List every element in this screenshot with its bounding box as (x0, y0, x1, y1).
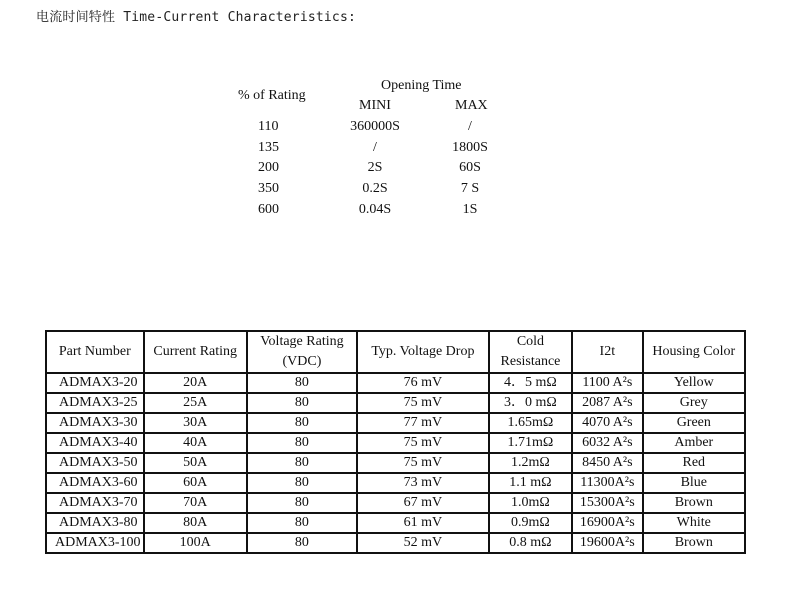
i2t-cell: 1100 A²s (572, 373, 643, 393)
voltage-rating-cell: 80 (247, 513, 357, 533)
voltage-rating-header: Voltage Rating (VDC) (247, 331, 357, 373)
housing-color-cell: Brown (643, 533, 745, 553)
voltage-rating-cell: 80 (247, 493, 357, 513)
cold-resistance-header: Cold Resistance (489, 331, 572, 373)
cold-resistance-cell: 4．5 mΩ (489, 373, 572, 393)
housing-color-cell: Green (643, 413, 745, 433)
cold-resistance-cell: 1.65mΩ (489, 413, 572, 433)
part-number-cell: ADMAX3-40 (46, 433, 144, 453)
max-cell: 7 S (460, 181, 480, 196)
voltage-drop-cell: 52 mV (357, 533, 489, 553)
voltage-drop-cell: 76 mV (357, 373, 489, 393)
table-row (46, 373, 745, 393)
voltage-drop-cell: 67 mV (357, 493, 489, 513)
part-number-cell: ADMAX3-60 (46, 473, 144, 493)
max-cell: 1800S (452, 140, 488, 155)
rating-cell: 350 (258, 181, 279, 196)
mini-cell: 360000S (350, 119, 400, 134)
mini-header: MINI (359, 98, 391, 113)
housing-color-cell: Brown (643, 493, 745, 513)
i2t-cell: 11300A²s (572, 473, 643, 493)
housing-color-cell: Grey (643, 393, 745, 413)
part-number-cell: ADMAX3-30 (46, 413, 144, 433)
parts-table (45, 330, 746, 554)
voltage-drop-cell: 75 mV (357, 433, 489, 453)
current-rating-cell: 20A (144, 373, 247, 393)
part-number-cell: ADMAX3-50 (46, 453, 144, 473)
table-row (46, 513, 745, 533)
rating-cell: 110 (258, 119, 279, 134)
rating-header: % of Rating (238, 88, 306, 103)
table-row (46, 413, 745, 433)
voltage-rating-cell: 80 (247, 413, 357, 433)
housing-color-cell: Yellow (643, 373, 745, 393)
current-rating-cell: 80A (144, 513, 247, 533)
max-cell: / (468, 119, 472, 134)
voltage-drop-cell: 75 mV (357, 453, 489, 473)
voltage-rating-cell: 80 (247, 453, 357, 473)
cold-resistance-cell: 1.1 mΩ (489, 473, 572, 493)
voltage-drop-cell: 77 mV (357, 413, 489, 433)
table-row (46, 533, 745, 553)
opening-time-header: Opening Time (381, 78, 462, 93)
table-row (46, 393, 745, 413)
time-current-row (0, 138, 800, 158)
current-rating-cell: 70A (144, 493, 247, 513)
part-number-cell: ADMAX3-80 (46, 513, 144, 533)
voltage-rating-cell: 80 (247, 533, 357, 553)
i2t-cell: 16900A²s (572, 513, 643, 533)
time-current-row (0, 179, 800, 199)
voltage-rating-cell: 80 (247, 433, 357, 453)
mini-cell: / (373, 140, 377, 155)
section-heading: 电流时间特性 Time-Current Characteristics: (36, 10, 356, 25)
i2t-cell: 4070 A²s (572, 413, 643, 433)
housing-color-cell: Blue (643, 473, 745, 493)
mini-cell: 0.2S (362, 181, 388, 196)
rating-cell: 200 (258, 160, 279, 175)
current-rating-cell: 25A (144, 393, 247, 413)
current-rating-cell: 30A (144, 413, 247, 433)
cold-resistance-cell: 3．0 mΩ (489, 393, 572, 413)
cold-resistance-cell: 1.2mΩ (489, 453, 572, 473)
time-current-row (0, 200, 800, 220)
cold-resistance-cell: 0.8 mΩ (489, 533, 572, 553)
voltage-drop-cell: 61 mV (357, 513, 489, 533)
housing-color-cell: White (643, 513, 745, 533)
voltage-rating-cell: 80 (247, 393, 357, 413)
i2t-header: I2t (572, 331, 643, 373)
current-rating-cell: 40A (144, 433, 247, 453)
i2t-cell: 2087 A²s (572, 393, 643, 413)
housing-color-cell: Amber (643, 433, 745, 453)
table-header-row (46, 331, 745, 373)
voltage-drop-cell: 75 mV (357, 393, 489, 413)
table-row (46, 473, 745, 493)
time-current-row (0, 158, 800, 178)
mini-cell: 0.04S (358, 202, 392, 217)
voltage-rating-cell: 80 (247, 373, 357, 393)
part-number-header: Part Number (46, 331, 144, 373)
current-rating-cell: 100A (144, 533, 247, 553)
max-cell: 60S (459, 160, 481, 175)
part-number-cell: ADMAX3-25 (46, 393, 144, 413)
mini-cell: 2S (367, 160, 383, 175)
cold-resistance-cell: 0.9mΩ (489, 513, 572, 533)
i2t-cell: 15300A²s (572, 493, 643, 513)
housing-color-header: Housing Color (643, 331, 745, 373)
i2t-cell: 19600A²s (572, 533, 643, 553)
max-header: MAX (455, 98, 488, 113)
time-current-table (0, 0, 800, 230)
i2t-cell: 6032 A²s (572, 433, 643, 453)
table-row (46, 433, 745, 453)
current-rating-cell: 50A (144, 453, 247, 473)
table-row (46, 453, 745, 473)
part-number-cell: ADMAX3-20 (46, 373, 144, 393)
housing-color-cell: Red (643, 453, 745, 473)
max-cell: 1S (462, 202, 478, 217)
voltage-rating-cell: 80 (247, 473, 357, 493)
part-number-cell: ADMAX3-100 (46, 533, 144, 553)
current-rating-cell: 60A (144, 473, 247, 493)
cold-resistance-cell: 1.0mΩ (489, 493, 572, 513)
voltage-drop-header: Typ. Voltage Drop (357, 331, 489, 373)
table-row (46, 493, 745, 513)
current-rating-header: Current Rating (144, 331, 247, 373)
rating-cell: 135 (258, 140, 279, 155)
time-current-row (0, 117, 800, 137)
part-number-cell: ADMAX3-70 (46, 493, 144, 513)
cold-resistance-cell: 1.71mΩ (489, 433, 572, 453)
voltage-drop-cell: 73 mV (357, 473, 489, 493)
rating-cell: 600 (258, 202, 279, 217)
i2t-cell: 8450 A²s (572, 453, 643, 473)
